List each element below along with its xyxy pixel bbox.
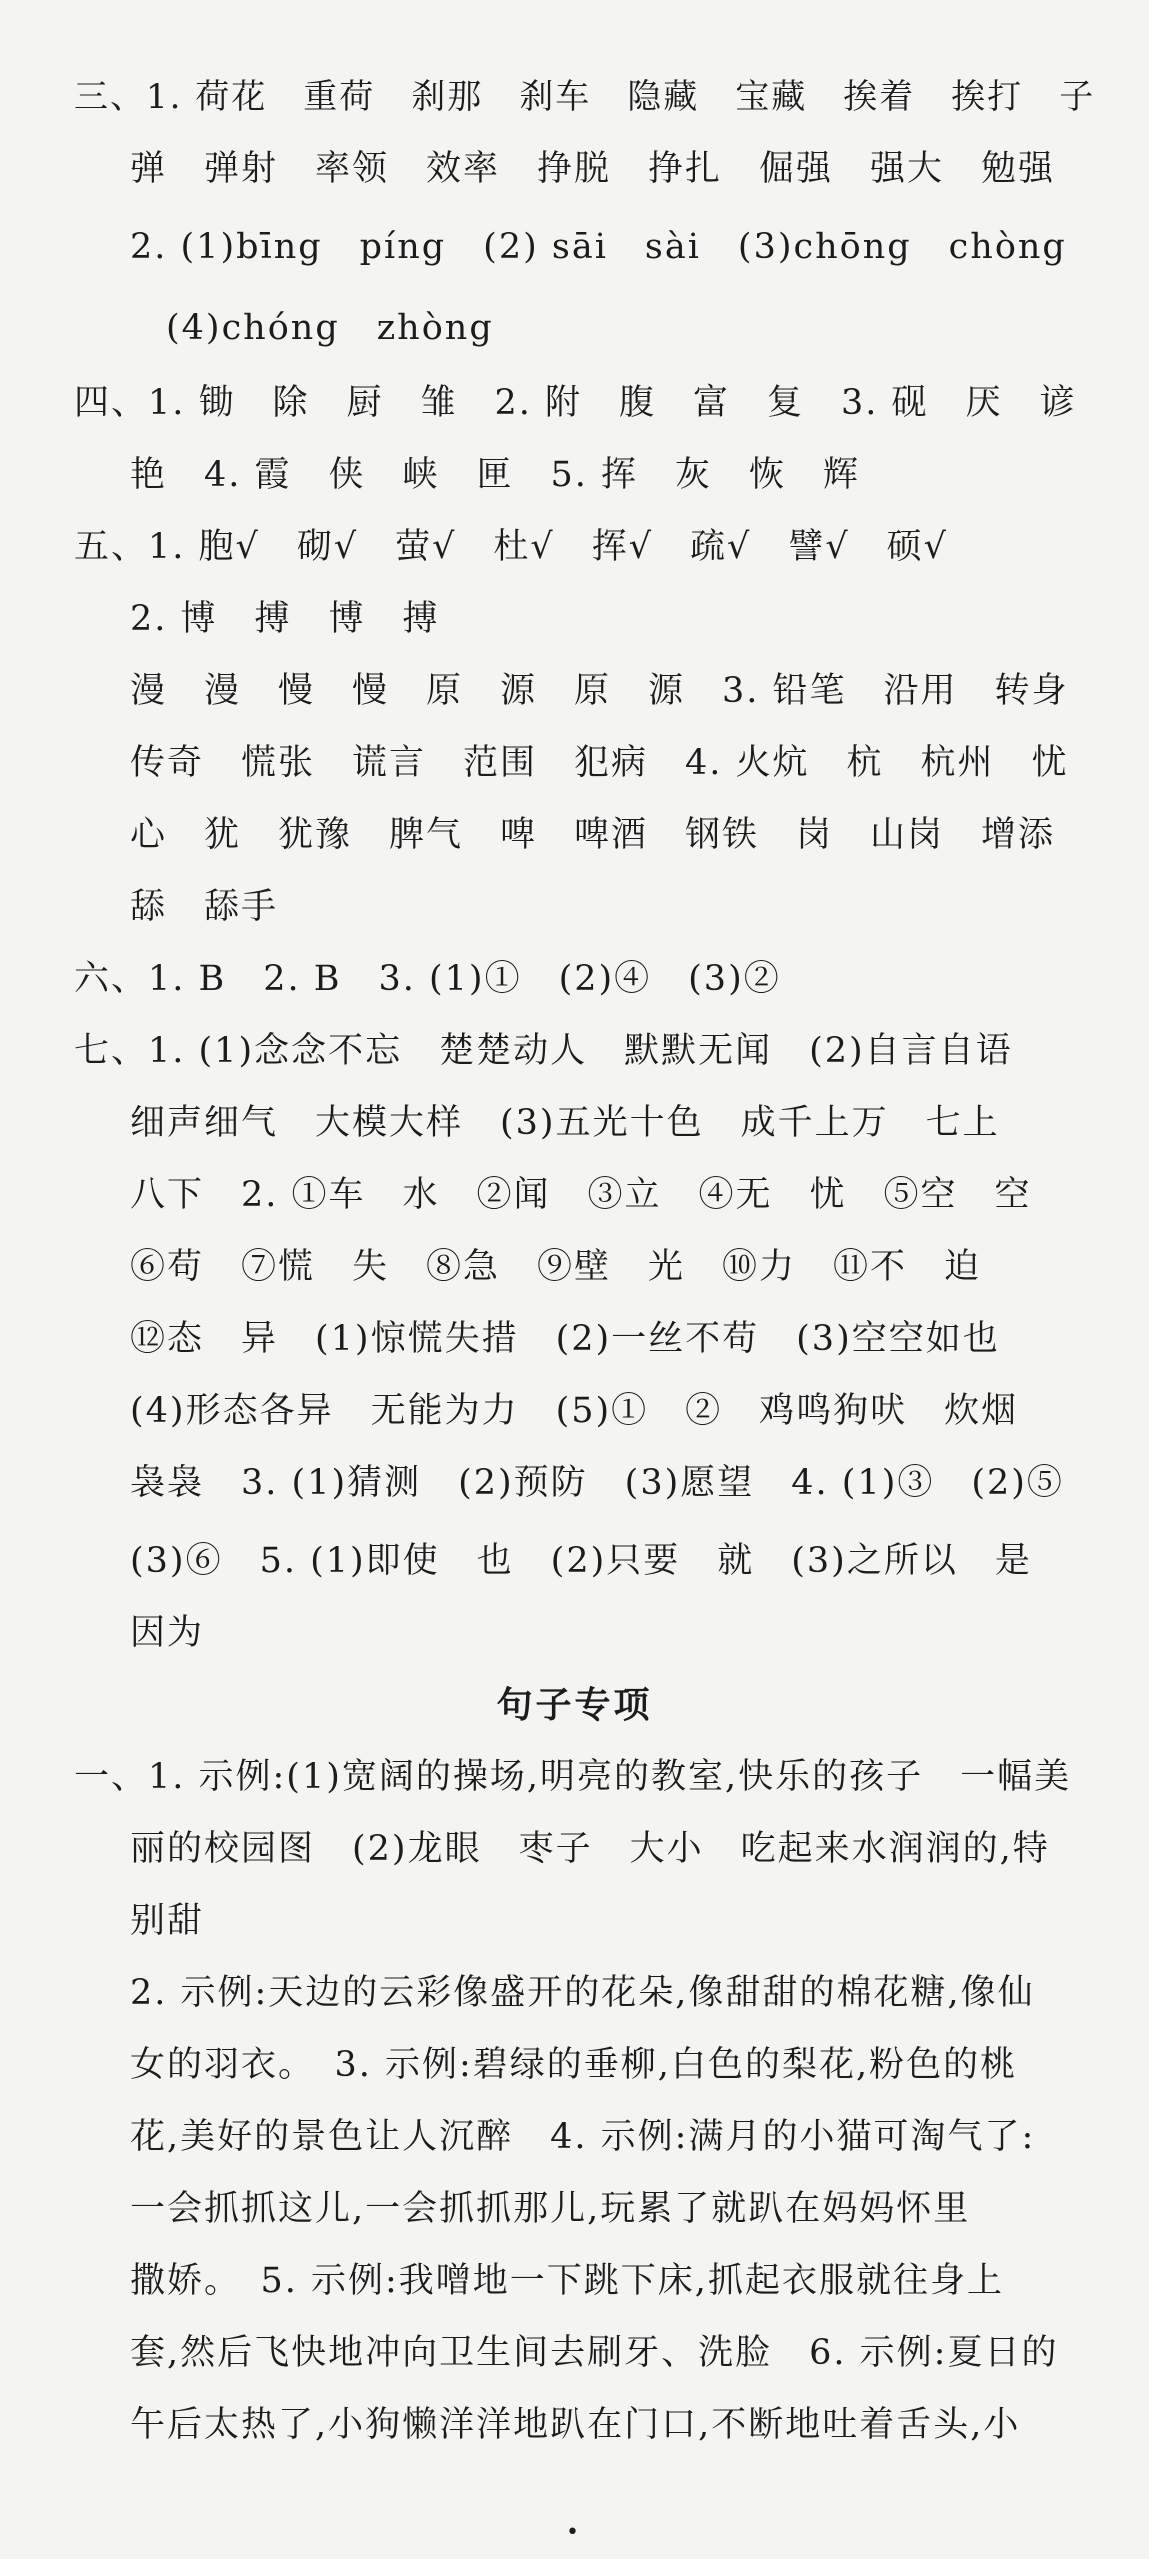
text-line: 袅袅 3. (1)猜测 (2)预防 (3)愿望 4. (1)③ (2)⑤: [130, 1463, 1064, 1503]
text-line: 弹 弹射 率领 效率 挣脱 挣扎 倔强 强大 勉强: [130, 149, 1056, 189]
text-line: 艳 4. 霞 侠 峡 匣 5. 挥 灰 恢 辉: [130, 455, 861, 495]
text-line: 四、1. 锄 除 厨 雏 2. 附 腹 富 复 3. 砚 厌 谚: [74, 383, 1077, 423]
text-line: 2. 示例:天边的云彩像盛开的花朵,像甜甜的棉花糖,像仙: [130, 1973, 1035, 2013]
text-line: 舔 舔手: [130, 887, 279, 927]
text-line: 三、1. 荷花 重荷 刹那 刹车 隐藏 宝藏 挨着 挨打 子: [74, 77, 1096, 117]
section-title: 句子专项: [496, 1684, 653, 1726]
text-line: (3)⑥ 5. (1)即使 也 (2)只要 就 (3)之所以 是: [130, 1541, 1032, 1581]
text-line: 一、1. 示例:(1)宽阔的操场,明亮的教室,快乐的孩子 一幅美: [74, 1757, 1072, 1797]
text-line: 五、1. 胞√ 砌√ 萤√ 杜√ 挥√ 疏√ 譬√ 硕√: [74, 527, 948, 567]
text-line: (4)chóng zhòng: [166, 308, 494, 348]
text-line: 八下 2. ①车 水 ②闻 ③立 ④无 忧 ⑤空 空: [130, 1175, 1032, 1215]
text-line: 漫 漫 慢 慢 原 源 原 源 3. 铅笔 沿用 转身: [130, 671, 1069, 711]
text-line: ⑥苟 ⑦慌 失 ⑧急 ⑨壁 光 ⑩力 ⑪不 迫: [130, 1247, 982, 1287]
text-line: 撒娇。 5. 示例:我噌地一下跳下床,抓起衣服就往身上: [130, 2261, 1004, 2301]
text-line: 因为: [130, 1613, 205, 1653]
text-line: 一会抓抓这儿,一会抓抓那儿,玩累了就趴在妈妈怀里: [130, 2189, 971, 2229]
text-line: 午后太热了,小狗懒洋洋地趴在门口,不断地吐着舌头,小: [130, 2405, 1021, 2445]
text-line: 传奇 慌张 谎言 范围 犯病 4. 火炕 杭 杭州 忧: [130, 743, 1069, 783]
text-line: 别甜: [130, 1901, 205, 1941]
text-line: ⑫态 异 (1)惊慌失措 (2)一丝不苟 (3)空空如也: [130, 1319, 1000, 1359]
text-line: 花,美好的景色让人沉醉 4. 示例:满月的小猫可淘气了:: [130, 2117, 1036, 2157]
text-line: 丽的校园图 (2)龙眼 枣子 大小 吃起来水润润的,特: [130, 1829, 1050, 1869]
text-line: 六、1. B 2. B 3. (1)① (2)④ (3)②: [74, 959, 781, 999]
text-line: 套,然后飞快地冲向卫生间去刷牙、洗脸 6. 示例:夏日的: [130, 2333, 1059, 2373]
text-line: 2. (1)bīng píng (2) sāi sài (3)chōng chòng: [130, 227, 1067, 267]
page-mark: •: [566, 2520, 579, 2545]
text-line: 女的羽衣。 3. 示例:碧绿的垂柳,白色的梨花,粉色的桃: [130, 2045, 1018, 2085]
text-line: 细声细气 大模大样 (3)五光十色 成千上万 七上: [130, 1103, 1000, 1143]
text-line: 心 犹 犹豫 脾气 啤 啤酒 钢铁 岗 山岗 增添: [130, 815, 1056, 855]
text-line: 七、1. (1)念念不忘 楚楚动人 默默无闻 (2)自言自语: [74, 1031, 1013, 1071]
text-line: 2. 博 搏 博 搏: [130, 599, 440, 639]
text-line: (4)形态各异 无能为力 (5)① ② 鸡鸣狗吠 炊烟: [130, 1391, 1019, 1431]
